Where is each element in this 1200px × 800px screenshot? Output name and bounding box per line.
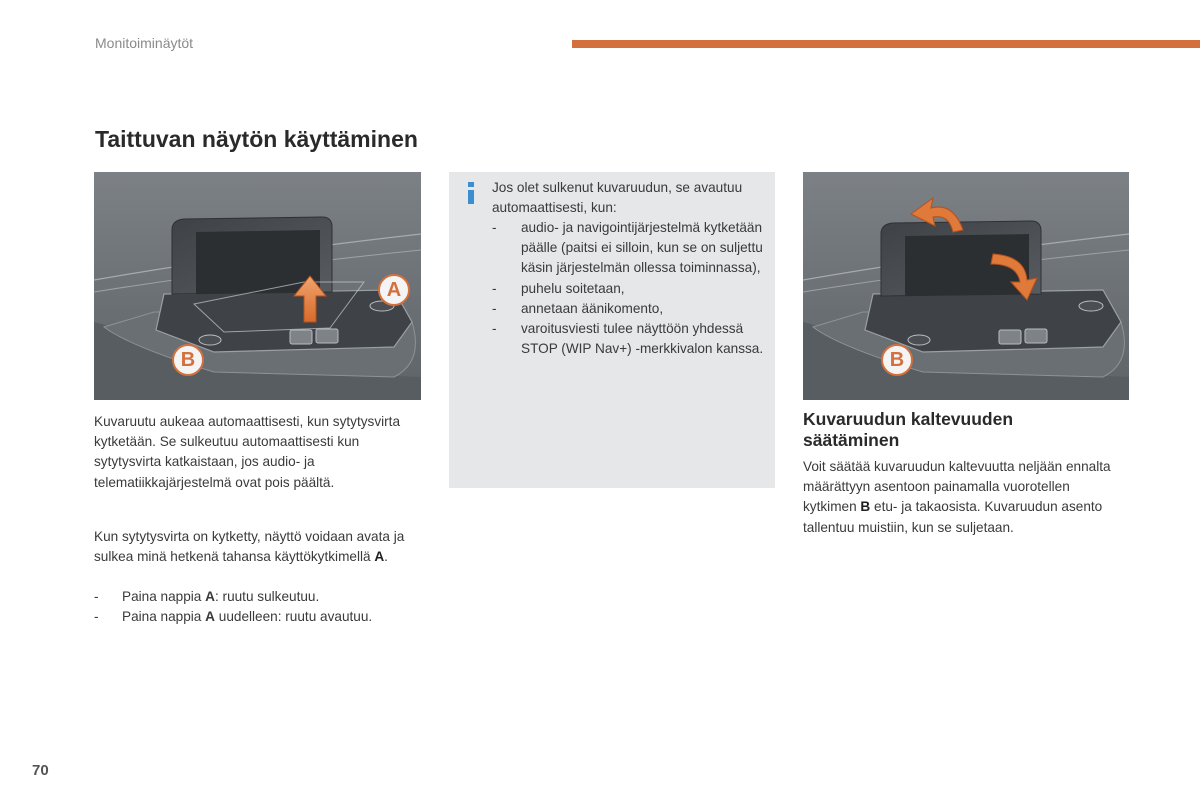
button-b-label: B — [180, 349, 196, 371]
list-item: - audio- ja navigointijärjestelmä kytketään päälle (paitsi ei silloin, kun se on suljettu käsin järjestelmän ollessa toiminnassa), — [492, 218, 767, 279]
list-item: - puhelu soitetaan, — [492, 279, 767, 299]
button-b-label: B — [889, 349, 905, 371]
section-label: Monitoiminäytöt — [95, 35, 194, 51]
page-title: Taittuvan näytön käyttäminen — [95, 126, 418, 152]
tilt-section-title: Kuvaruudun kaltevuuden säätäminen — [803, 409, 1014, 450]
screen-tilt-adjustment-illustration-icon — [803, 172, 1129, 400]
auto-open-conditions — [492, 218, 767, 359]
folding-screen-illustration — [94, 172, 421, 400]
info-box — [449, 172, 775, 488]
auto-open-paragraph: Kuvaruutu aukeaa automaattisesti, kun sytytysvirta kytketään. Se sulkeutuu automaattisesti kun sytytysvirta katkaistaan, jos audio- ja telematiikkajärjestelmä ovat pois päältä. — [94, 414, 401, 490]
button-a-steps — [94, 587, 372, 627]
tilt-paragraph: Voit säätää kuvaruudun kaltevuutta neljään ennalta määrättyyn asentoon painamalla vuorotellen kytkimen B etu- ja takaosista. Kuvaruudun asento tallentuu muistiin, kun se suljetaan. — [803, 459, 1111, 535]
info-intro: Jos olet sulkenut kuvaruudun, se avautuu automaattisesti, kun: — [492, 180, 743, 216]
folding-screen-open-close-illustration-icon — [94, 172, 421, 400]
button-a-label: A — [386, 279, 402, 301]
list-item: - Paina nappia A uudelleen: ruutu avautuu. — [94, 607, 372, 627]
info-icon — [463, 180, 481, 206]
manual-control-paragraph: Kun sytytysvirta on kytketty, näyttö voidaan avata ja sulkea minä hetkenä tahansa käyttökytkimellä A. — [94, 529, 405, 565]
list-item: - varoitusviesti tulee näyttöön yhdessä STOP (WIP Nav+) -merkkivalon kanssa. — [492, 319, 767, 359]
list-item: - annetaan äänikomento, — [492, 299, 767, 319]
screen-tilt-illustration — [803, 172, 1129, 400]
header-accent-bar — [572, 40, 1200, 48]
list-item: - Paina nappia A: ruutu sulkeutuu. — [94, 587, 372, 607]
page-number: 70 — [32, 762, 49, 779]
